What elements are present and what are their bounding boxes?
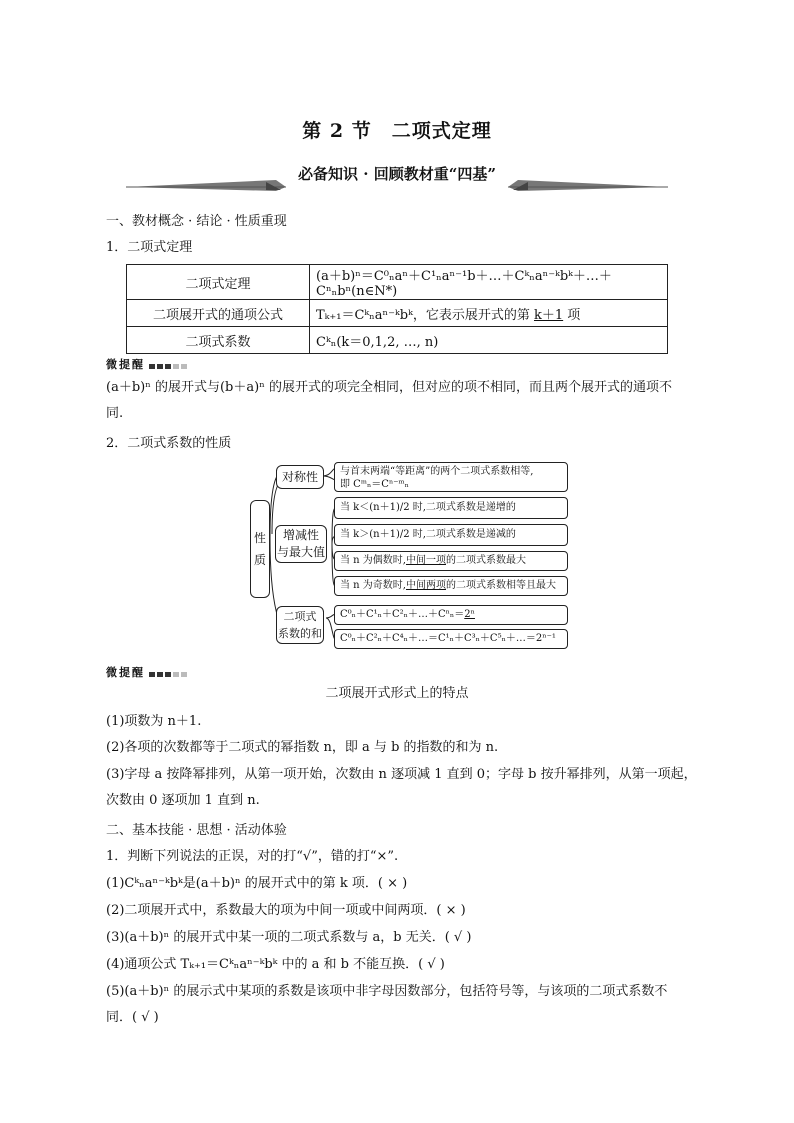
sum-pre: C⁰ₙ＋C¹ₙ＋C²ₙ＋…＋Cⁿₙ＝	[340, 609, 465, 620]
diagram-box-sum	[334, 605, 568, 625]
section2-heading: 二、基本技能 · 思想 · 活动体验	[106, 823, 287, 838]
tip-dots-icon	[149, 667, 189, 680]
diagram-box-odd	[334, 576, 568, 596]
tip2-item3-line2: 次数由 0 逐项加 1 直到 n.	[106, 793, 260, 808]
box-line1: 与首末两端“等距离”的两个二项式系数相等,	[340, 466, 534, 477]
tip-label	[106, 356, 189, 372]
table-row	[127, 265, 668, 300]
node-line1: 增减性	[282, 528, 319, 542]
odd-pre: 当 n 为奇数时,	[340, 580, 406, 591]
question-2: (2)二项展开式中，系数最大的项为中间一项或中间两项．( × )	[106, 903, 466, 918]
table-value	[310, 300, 668, 327]
tip-dots-icon	[149, 359, 189, 372]
section1-heading: 一、教材概念 · 结论 · 性质重现	[106, 214, 287, 229]
tip1-line1: (a＋b)ⁿ 的展开式与(b＋a)ⁿ 的展开式的项完全相同，但对应的项不相同，而且两个展开式的通项不	[106, 380, 672, 395]
diagram-box-even	[334, 551, 568, 571]
tip-label	[106, 664, 189, 680]
definition-table	[126, 264, 668, 354]
tip2-item3-line1: (3)字母 a 按降幂排列，从第一项开始，次数由 n 逐项减 1 直到 0；字母 b 按升幂排列，从第一项起，	[106, 767, 697, 782]
section-banner: 必备知识 · 回顾教材重“四基”	[298, 165, 496, 183]
question-1: (1)Cᵏₙaⁿ⁻ᵏbᵏ是(a＋b)ⁿ 的展开式中的第 k 项．( × )	[106, 876, 408, 891]
node-line2: 与最大值	[276, 545, 325, 559]
box-line2: 即 Cᵐₙ＝Cⁿ⁻ᵐₙ	[340, 479, 410, 490]
tip2-item1: (1)项数为 n＋1.	[106, 714, 202, 729]
general-term-suffix: 项	[563, 307, 581, 323]
root-label-top: 性	[253, 531, 266, 545]
tip1-line2: 同.	[106, 406, 124, 421]
diagram-node-sum	[276, 606, 324, 644]
node-line2: 系数的和	[278, 627, 322, 640]
item1-heading: 1．二项式定理	[106, 240, 193, 255]
diagram-node-symmetry: 对称性	[276, 465, 324, 489]
table-key: 二项式系数	[127, 327, 310, 354]
sum-value: 2ⁿ	[464, 609, 475, 620]
tip-label-text: 微提醒	[106, 666, 145, 679]
diagram-root-node	[250, 500, 270, 598]
question-intro: 1．判断下列说法的正误，对的打“√”，错的打“×”.	[106, 849, 399, 864]
even-pre: 当 n 为偶数时,	[340, 555, 406, 566]
table-key: 二项式定理	[127, 265, 310, 300]
question-5-line2: 同．( √ )	[106, 1010, 159, 1025]
diagram-box-increasing: 当 k＜(n＋1)/2 时,二项式系数是递增的	[334, 497, 568, 519]
general-term-index: k＋1	[533, 307, 564, 323]
tip-label-text: 微提醒	[106, 358, 145, 371]
root-label-bottom: 质	[253, 553, 266, 567]
diagram-box-odd-even-sum: C⁰ₙ＋C²ₙ＋C⁴ₙ＋…＝C¹ₙ＋C³ₙ＋C⁵ₙ＋…＝2ⁿ⁻¹	[334, 629, 568, 649]
table-value: Cᵏₙ(k＝0,1,2, …, n)	[310, 327, 668, 354]
table-value: (a＋b)ⁿ＝C⁰ₙaⁿ＋C¹ₙaⁿ⁻¹b＋…＋Cᵏₙaⁿ⁻ᵏbᵏ＋…＋Cⁿₙbⁿ(n∈N*)	[310, 265, 668, 300]
general-term-text: Tₖ₊₁＝Cᵏₙaⁿ⁻ᵏbᵏ，它表示展开式的第	[316, 307, 534, 323]
page-title: 第 2 节 二项式定理	[302, 120, 492, 142]
odd-post: 的二项式系数相等且最大	[445, 580, 556, 591]
tip2-heading: 二项展开式形式上的特点	[325, 686, 469, 701]
tip2-item2: (2)各项的次数都等于二项式的幂指数 n，即 a 与 b 的指数的和为 n.	[106, 740, 499, 755]
even-post: 的二项式系数最大	[445, 555, 526, 566]
diagram-box-symmetry	[334, 462, 568, 492]
even-middle: 中间一项	[405, 555, 446, 566]
table-row	[127, 300, 668, 327]
node-line1: 二项式	[283, 610, 317, 623]
diagram-node-monotonic	[275, 525, 327, 563]
item2-heading: 2．二项式系数的性质	[106, 436, 232, 451]
table-key: 二项展开式的通项公式	[127, 300, 310, 327]
question-4: (4)通项公式 Tₖ₊₁＝Cᵏₙaⁿ⁻ᵏbᵏ 中的 a 和 b 不能互换．( √ )	[106, 957, 445, 972]
odd-middle: 中间两项	[405, 580, 446, 591]
question-5-line1: (5)(a＋b)ⁿ 的展示式中某项的系数是该项中非字母因数部分，包括符号等，与该项的二项式系数不	[106, 984, 668, 999]
diagram-box-decreasing: 当 k＞(n＋1)/2 时,二项式系数是递减的	[334, 524, 568, 546]
question-3: (3)(a＋b)ⁿ 的展开式中某一项的二项式系数与 a，b 无关．( √ )	[106, 930, 472, 945]
table-row	[127, 327, 668, 354]
